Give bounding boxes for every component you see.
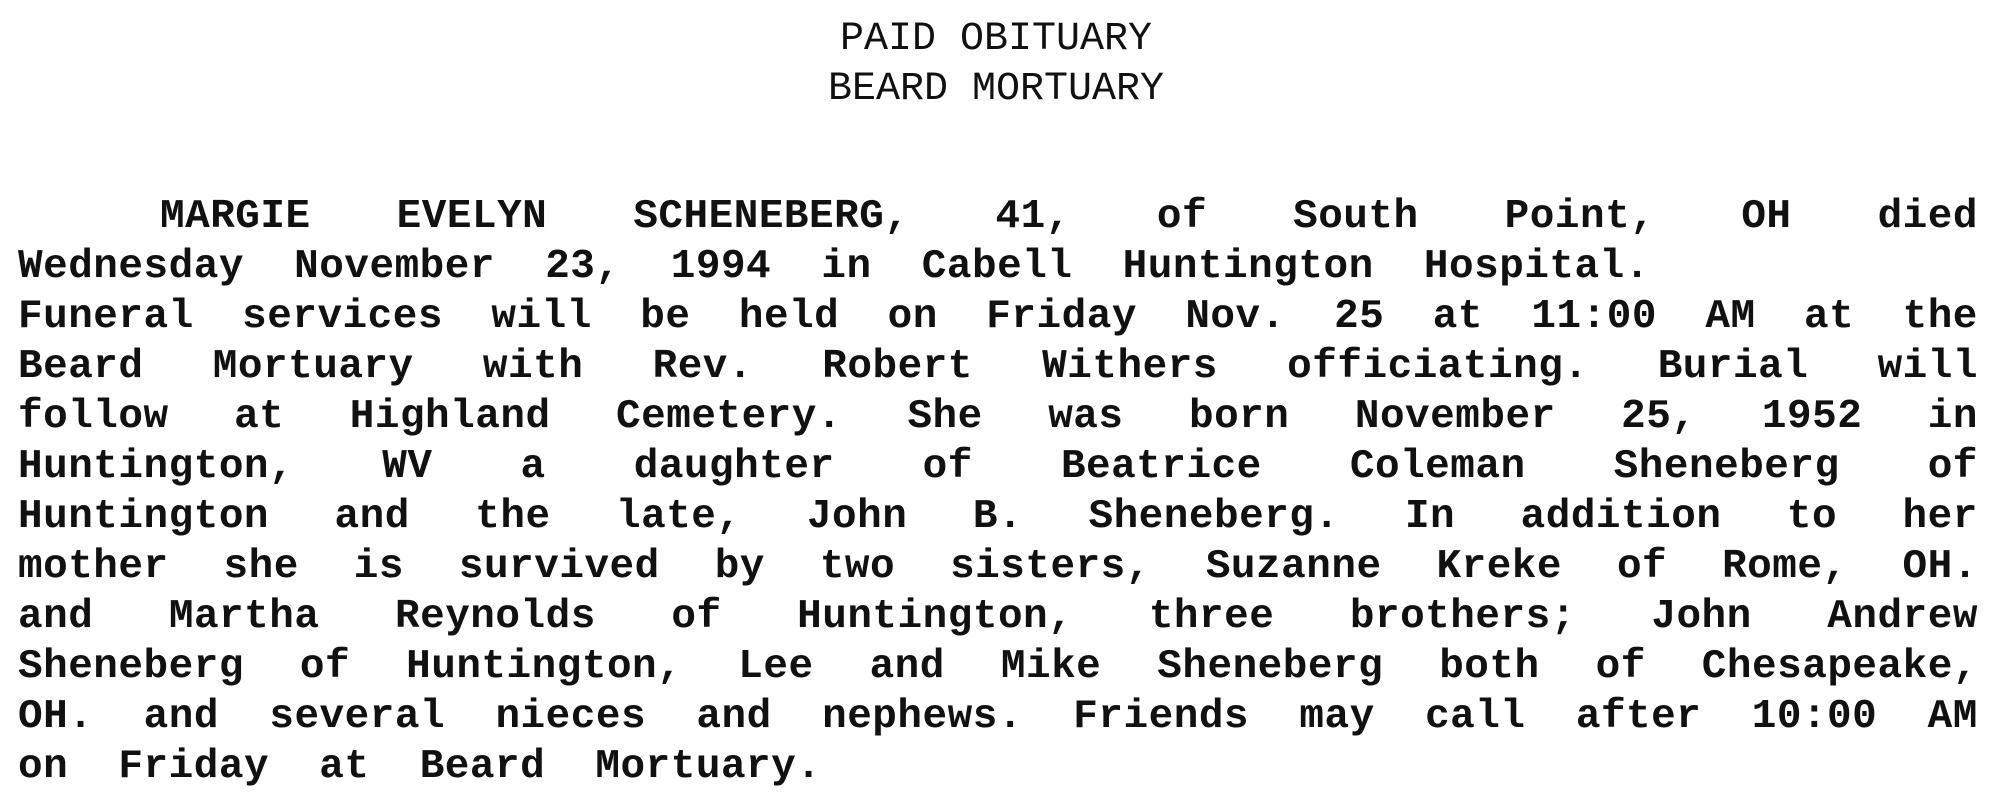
word: the <box>475 494 551 540</box>
word: of <box>1156 194 1208 240</box>
word: November <box>294 244 521 290</box>
word: November <box>1354 394 1556 440</box>
word: three <box>1148 594 1275 640</box>
word: of <box>299 644 351 690</box>
word: Huntington <box>1122 244 1399 290</box>
word: on <box>887 294 938 340</box>
page-subtitle: BEARD MORTUARY <box>827 67 1165 112</box>
word: Funeral <box>18 294 194 340</box>
word: Hospital. <box>1423 244 1650 290</box>
obituary-body <box>18 192 1978 792</box>
word: Nov. <box>1185 294 1286 340</box>
word: Suzanne <box>1205 544 1382 590</box>
word: in <box>821 244 897 290</box>
word: will <box>491 294 592 340</box>
word: Point, <box>1504 194 1656 240</box>
word: she <box>223 544 299 590</box>
word: may <box>1299 694 1375 740</box>
word: John <box>806 494 908 540</box>
word: at <box>1803 294 1855 340</box>
word: Kreke <box>1436 544 1563 590</box>
word: to <box>1786 494 1838 540</box>
word: Beatrice <box>1060 444 1262 490</box>
word: SCHENEBERG, <box>633 194 910 240</box>
word: Sheneberg <box>1613 444 1840 490</box>
word: both <box>1439 644 1540 690</box>
word: late, <box>615 494 742 540</box>
word: and <box>334 494 410 540</box>
word: EVELYN <box>396 194 548 240</box>
word: was <box>1048 394 1124 440</box>
word: OH. <box>18 694 94 740</box>
word: Friday <box>986 294 1137 340</box>
word: brothers; <box>1349 594 1576 640</box>
word: She <box>907 394 983 440</box>
obituary-line-7 <box>18 492 1978 542</box>
word: her <box>1902 494 1978 540</box>
word: Rev. <box>652 344 754 390</box>
word: a <box>520 444 546 490</box>
word: Highland <box>349 394 551 440</box>
word: survived <box>458 544 660 590</box>
word: daughter <box>633 444 835 490</box>
word: of <box>1595 644 1646 690</box>
word: Cabell <box>921 244 1098 290</box>
obituary-line-10 <box>18 642 1978 692</box>
word: with <box>482 344 584 390</box>
word: Chesapeake, <box>1701 644 1978 690</box>
obituary-line-4 <box>18 342 1978 392</box>
word: Friday <box>118 744 295 790</box>
word: of <box>922 444 973 490</box>
word: nephews. <box>822 694 1023 740</box>
word: 1994 <box>670 244 797 290</box>
word: John <box>1651 594 1752 640</box>
word: Robert <box>822 344 973 390</box>
word: Andrew <box>1827 594 1978 640</box>
word: nieces <box>495 694 647 740</box>
word: OH. <box>1902 544 1978 590</box>
word: at <box>319 744 395 790</box>
obituary-line-8 <box>18 542 1978 592</box>
word: 10:00 <box>1751 694 1878 740</box>
word: Huntington, <box>406 644 683 690</box>
page-title: PAID OBITUARY <box>839 17 1153 62</box>
word: Burial <box>1657 344 1809 390</box>
obituary-line-11 <box>18 692 1978 742</box>
obituary-line-5 <box>18 392 1978 442</box>
word: 23, <box>545 244 646 290</box>
word: OH <box>1741 194 1792 240</box>
obituary-line-3 <box>18 292 1978 342</box>
word: Sheneberg. <box>1088 494 1340 540</box>
word: and <box>696 694 772 740</box>
word: and <box>18 594 94 640</box>
word: WV <box>382 444 433 490</box>
word: Lee <box>738 644 814 690</box>
word: Cemetery. <box>616 394 842 440</box>
word: call <box>1425 694 1526 740</box>
word: born <box>1188 394 1290 440</box>
word: In <box>1404 494 1456 540</box>
word: and <box>143 694 219 740</box>
word: Wednesday <box>18 244 270 290</box>
word: of <box>1616 544 1668 590</box>
word: died <box>1877 194 1978 240</box>
word: of <box>1927 444 1978 490</box>
word: Mike <box>1000 644 1102 690</box>
word: B. <box>972 494 1024 540</box>
obituary-line-6 <box>18 442 1978 492</box>
word: 25 <box>1334 294 1385 340</box>
word: at <box>1432 294 1483 340</box>
word: Martha <box>168 594 320 640</box>
obituary-line-12 <box>18 742 1978 792</box>
word: officiating. <box>1287 344 1589 390</box>
word: sisters, <box>950 544 1151 590</box>
word: MARGIE <box>160 194 311 240</box>
word: Mortuary <box>212 344 414 390</box>
word: after <box>1575 694 1702 740</box>
word: AM <box>1927 694 1978 740</box>
word: Beard <box>18 344 144 390</box>
word: several <box>269 694 446 740</box>
word: Huntington, <box>797 594 1074 640</box>
word: Rome, <box>1722 544 1848 590</box>
word: two <box>819 544 896 590</box>
word: Mortuary. <box>595 744 822 790</box>
word: Reynolds <box>395 594 596 640</box>
word: held <box>738 294 840 340</box>
word: by <box>714 544 765 590</box>
obituary-line-1 <box>18 192 1978 242</box>
word: at <box>234 394 285 440</box>
word: of <box>671 594 722 640</box>
obituary-line-9 <box>18 592 1978 642</box>
word: Withers <box>1042 344 1218 390</box>
word: Beard <box>419 744 571 790</box>
word: Coleman <box>1349 444 1526 490</box>
word: Huntington <box>18 494 270 540</box>
word: in <box>1927 394 1978 440</box>
word: 25, <box>1621 394 1697 440</box>
word: Huntington, <box>18 444 295 490</box>
word: on <box>18 744 94 790</box>
word: South <box>1293 194 1419 240</box>
word: 1952 <box>1761 394 1863 440</box>
word: Friends <box>1073 694 1250 740</box>
word: Sheneberg <box>18 644 244 690</box>
word: will <box>1877 344 1978 390</box>
word: Sheneberg <box>1157 644 1384 690</box>
word: addition <box>1520 494 1722 540</box>
word: and <box>869 644 945 690</box>
word: is <box>353 544 404 590</box>
word: be <box>640 294 691 340</box>
word: follow <box>18 394 169 440</box>
obituary-line-2 <box>18 242 1978 292</box>
word: 11:00 <box>1531 294 1657 340</box>
word: AM <box>1705 294 1756 340</box>
word: mother <box>18 544 169 590</box>
word: services <box>242 294 443 340</box>
word: 41, <box>995 194 1071 240</box>
word: the <box>1902 294 1978 340</box>
